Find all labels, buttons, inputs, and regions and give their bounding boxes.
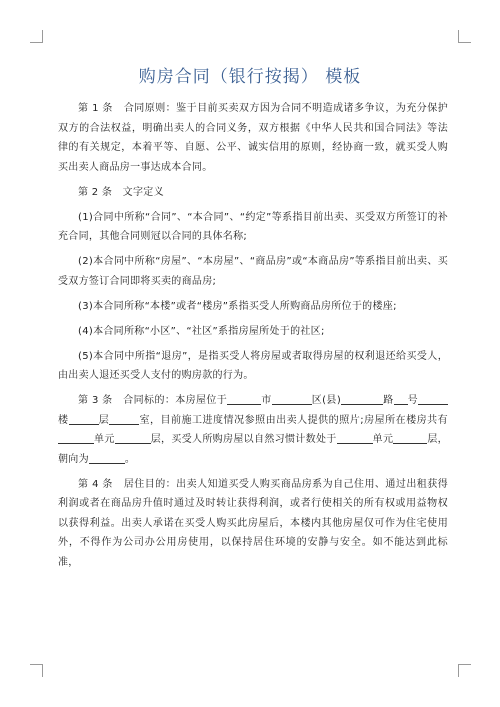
article-3-text-building: 室，目前施工进度情况参照由出卖人提供的照片;房屋所在楼房共有 [139, 414, 448, 426]
contract-body [58, 99, 448, 578]
article-2-item-3: (3)本合同所称“本楼”或者“楼房”系指买受人所购商品房所位于的楼座; [78, 300, 397, 312]
district-label: 区(县) [311, 395, 342, 406]
crop-mark-bottom-right [458, 664, 471, 677]
crop-mark-bottom-left [30, 664, 43, 677]
building-label: 楼 [58, 414, 69, 426]
number-blank[interactable] [394, 392, 408, 405]
article-3-text-position: 层，买受人所购房屋以自然习惯计数处于 [150, 434, 337, 445]
article-3-text-location: 本房屋位于 [175, 395, 228, 406]
floor-label: 层 [98, 414, 110, 426]
article-3-end: 。 [124, 453, 136, 465]
building-blank[interactable] [418, 392, 448, 405]
article-3-label: 第 3 条 [78, 395, 113, 406]
district-blank[interactable] [272, 392, 312, 405]
orientation-blank[interactable] [89, 451, 125, 464]
article-4 [58, 475, 448, 573]
unit-position-blank[interactable] [337, 431, 373, 444]
crop-mark-top-left [30, 30, 43, 43]
room-blank[interactable] [109, 412, 139, 425]
article-2-item-1: (1)合同中所称“合同”、“本合同”、“约定”等系指目前出卖、买受双方所签订的补充合同，其他合同则冠以合同的具体名称; [58, 211, 448, 242]
article-2-item-5: (5)本合同中所指“退房”，是指买受人将房屋或者取得房屋的权利退还给买受人，由出卖人退还买受人支付的购房款的行为。 [58, 350, 448, 381]
article-4-label: 第 4 条 [78, 478, 113, 490]
road-label: 路 [383, 395, 394, 406]
article-1-label: 第 1 条 [78, 103, 113, 114]
article-2-heading-line [58, 183, 448, 203]
article-1-text: 鉴于目前买卖双方因为合同不明造成诸多争议，为充分保护双方的合法权益，明确出卖人的合同义务，双方根据《中华人民共和国合同法》等法律的有关规定，本着平等、自愿、公平、诚实信用的原则，经协商一致，就买受人购买出卖人商品房一事达成本合同。 [58, 103, 449, 173]
unit-label: 单元 [372, 434, 394, 445]
total-units-blank[interactable] [58, 431, 94, 444]
city-blank[interactable] [227, 392, 261, 405]
floor-blank[interactable] [69, 412, 99, 425]
article-1 [58, 99, 448, 177]
crop-mark-top-right [458, 30, 471, 43]
article-3 [58, 391, 448, 469]
road-blank[interactable] [341, 392, 383, 405]
article-2-item-4: (4)本合同所称“小区”、“社区”系指房屋所处于的社区; [78, 325, 325, 337]
number-label: 号 [407, 395, 418, 406]
article-4-heading: 居住目的： [123, 478, 177, 490]
article-2-item-2: (2)本合同中所称“房屋”、“本房屋”、“商品房”或“本商品房”等系指目前出卖、买受双方签订合同即将买卖的商品房; [58, 256, 448, 287]
article-3-heading: 合同标的： [123, 395, 176, 406]
article-1-heading: 合同原则： [123, 103, 177, 114]
floor-position-blank[interactable] [393, 431, 427, 444]
article-2-heading: 文字定义 [122, 186, 164, 198]
units-label: 单元 [94, 434, 115, 445]
article-4-text: 出卖人知道买受人购买商品房系为自己住用、通过出租获得利润或者在商品房升值时通过及时转让获得利润，或者行使相关的所有权或用益物权以获得利益。出卖人承诺在买受人购买此房屋后，本楼内其他房屋仅可作为住宅使用外，不得作为公司办公用房使用，以保持居住环境的安静与安全。如不能达到此标准， [58, 478, 449, 568]
total-floors-blank[interactable] [115, 431, 151, 444]
orientation-label: 层，朝向为 [58, 434, 448, 465]
document-title: 购房合同（银行按揭） 模板 [138, 67, 362, 87]
city-label: 市 [261, 395, 272, 406]
article-2-label: 第 2 条 [78, 186, 113, 198]
